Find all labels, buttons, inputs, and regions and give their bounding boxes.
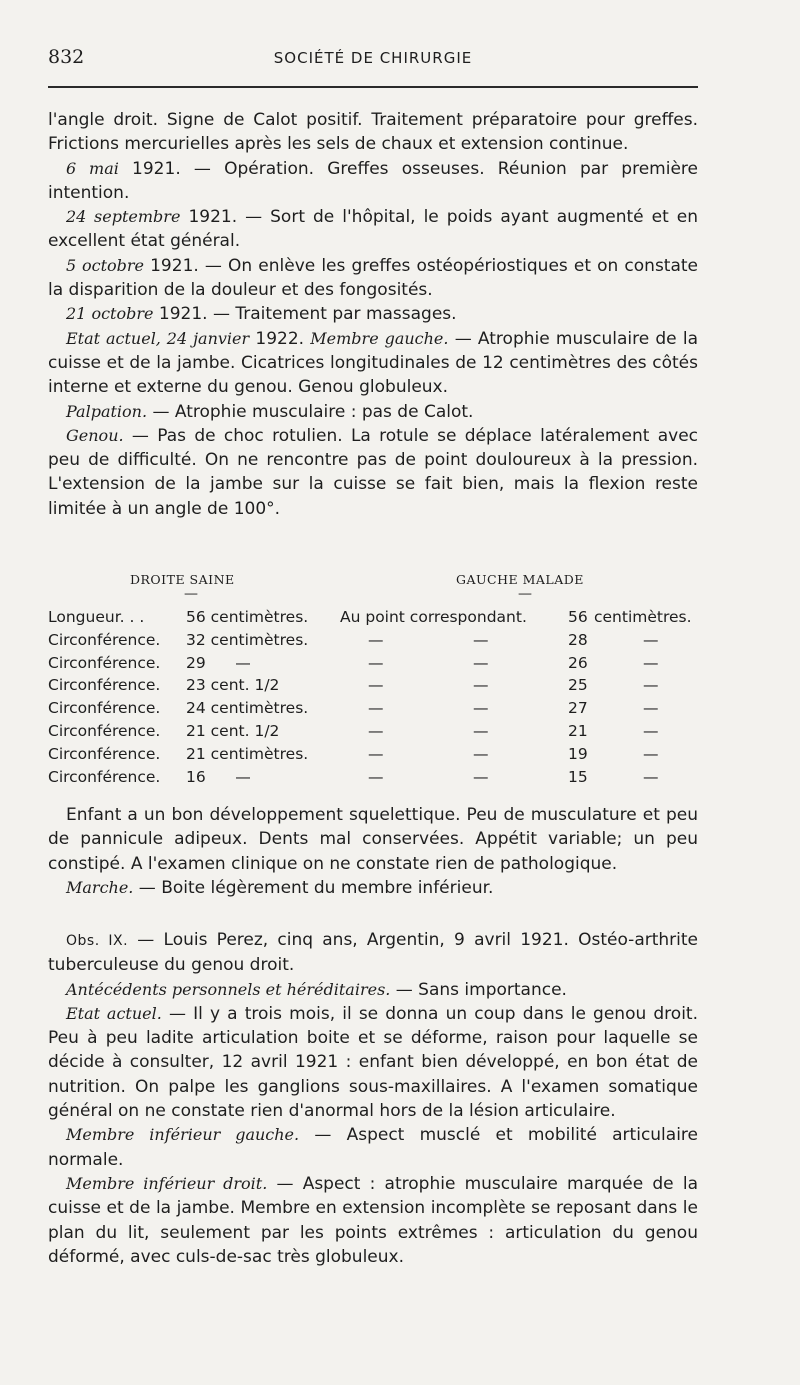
- after-table-section: [48, 803, 698, 900]
- observation-section: [48, 928, 698, 1269]
- paragraph: 24 septembre 1921. — Sort de l'hôpital, le poids ayant augmenté et en excellent état général.: [48, 207, 699, 252]
- paragraph: 6 mai 1921. — Opération. Greffes osseuses. Réunion par première intention.: [48, 158, 698, 203]
- paragraph: Palpation. — Atrophie musculaire : pas de Calot.: [66, 401, 474, 422]
- table-row: Circonférence. 29 — — — 26 —: [48, 653, 659, 672]
- paragraph: Genou. — Pas de choc rotulien. La rotule se déplace latéralement avec peu de difficulté. On ne rencontre pas de point douloureux à la pression. L'extension de la jambe sur la cuisse se fait bien, mais la flexion reste limitée à un angle de 100°.: [48, 425, 698, 519]
- page-header: [48, 46, 698, 72]
- header-right-side: DROITE SAINE: [130, 572, 235, 587]
- header-left-side: GAUCHE MALADE: [456, 572, 584, 587]
- intro-section: [48, 108, 698, 521]
- header-dash: —: [184, 586, 199, 602]
- table-row: Circonférence. 24 centimètres. — — 27 —: [48, 699, 659, 718]
- paragraph: 21 octobre 1921. — Traitement par massages.: [66, 304, 457, 325]
- paragraph: 5 octobre 1921. — On enlève les greffes ostéopériostiques et on constate la disparition de la douleur et des fongosités.: [48, 255, 699, 301]
- header-dash: —: [518, 586, 533, 602]
- table-row: Circonférence. 23 cent. 1/2 — — 25 —: [48, 676, 659, 695]
- measurement-table: [48, 608, 698, 790]
- paragraph: Membre inférieur gauche. — Aspect musclé et mobilité articulaire normale.: [48, 1125, 698, 1170]
- header-rule: [48, 86, 698, 88]
- paragraph: Antécédents personnels et héréditaires. — Sans importance.: [66, 979, 567, 1000]
- paragraph: Etat actuel, 24 janvier 1922. Membre gauche. — Atrophie musculaire de la cuisse et de la jambe. Cicatrices longitudinales de 12 centimètres des côtés interne et externe du genou. Genou globuleux.: [48, 328, 699, 398]
- table-row: Circonférence. 32 centimètres. — — 28 —: [48, 630, 659, 649]
- paragraph: Marche. — Boite légèrement du membre inférieur.: [66, 877, 494, 898]
- table-header: [48, 572, 698, 600]
- table-row: Circonférence. 21 cent. 1/2 — — 21 —: [48, 721, 659, 740]
- paragraph: Etat actuel. — Il y a trois mois, il se donna un coup dans le genou droit. Peu à peu ladite articulation boite et se déforme, raison pour laquelle se décide à consulter, 12 avril 1921 : enfant bien développé, en bon état de nutrition. On palpe les ganglions sous-maxillaires. A l'examen somatique général on ne constate rien d'anormal hors de la lésion articulaire.: [48, 1003, 698, 1122]
- page-number: 832: [48, 46, 85, 68]
- running-title: SOCIÉTÉ DE CHIRURGIE: [273, 49, 473, 67]
- table-row: Circonférence. 16 — — — 15 —: [48, 767, 659, 786]
- paragraph: Obs. IX. — Louis Perez, cinq ans, Argentin, 9 avril 1921. Ostéo-arthrite tuberculeuse du genou droit.: [48, 930, 698, 976]
- table-row: Circonférence. 21 centimètres. — — 19 —: [48, 744, 659, 763]
- paragraph: Enfant a un bon développement squelettique. Peu de musculature et peu de pannicule adipeux. Dents mal conservées. Appétit variable; un peu constipé. A l'examen clinique on ne constate rien de pathologique.: [48, 805, 698, 874]
- paragraph: Membre inférieur droit. — Aspect : atrophie musculaire marquée de la cuisse et de la jambe. Membre en extension incomplète se reposant dans le plan du lit, seulement par les points extrêmes : articulation du genou déformé, avec culs-de-sac très globuleux.: [48, 1173, 698, 1267]
- paragraph: l'angle droit. Signe de Calot positif. Traitement préparatoire pour greffes. Frictions mercurielles après les sels de chaux et extension continue.: [48, 110, 698, 155]
- table-row: Longueur. . . 56 centimètres. Au point correspondant. 56 centimètres.: [48, 608, 692, 626]
